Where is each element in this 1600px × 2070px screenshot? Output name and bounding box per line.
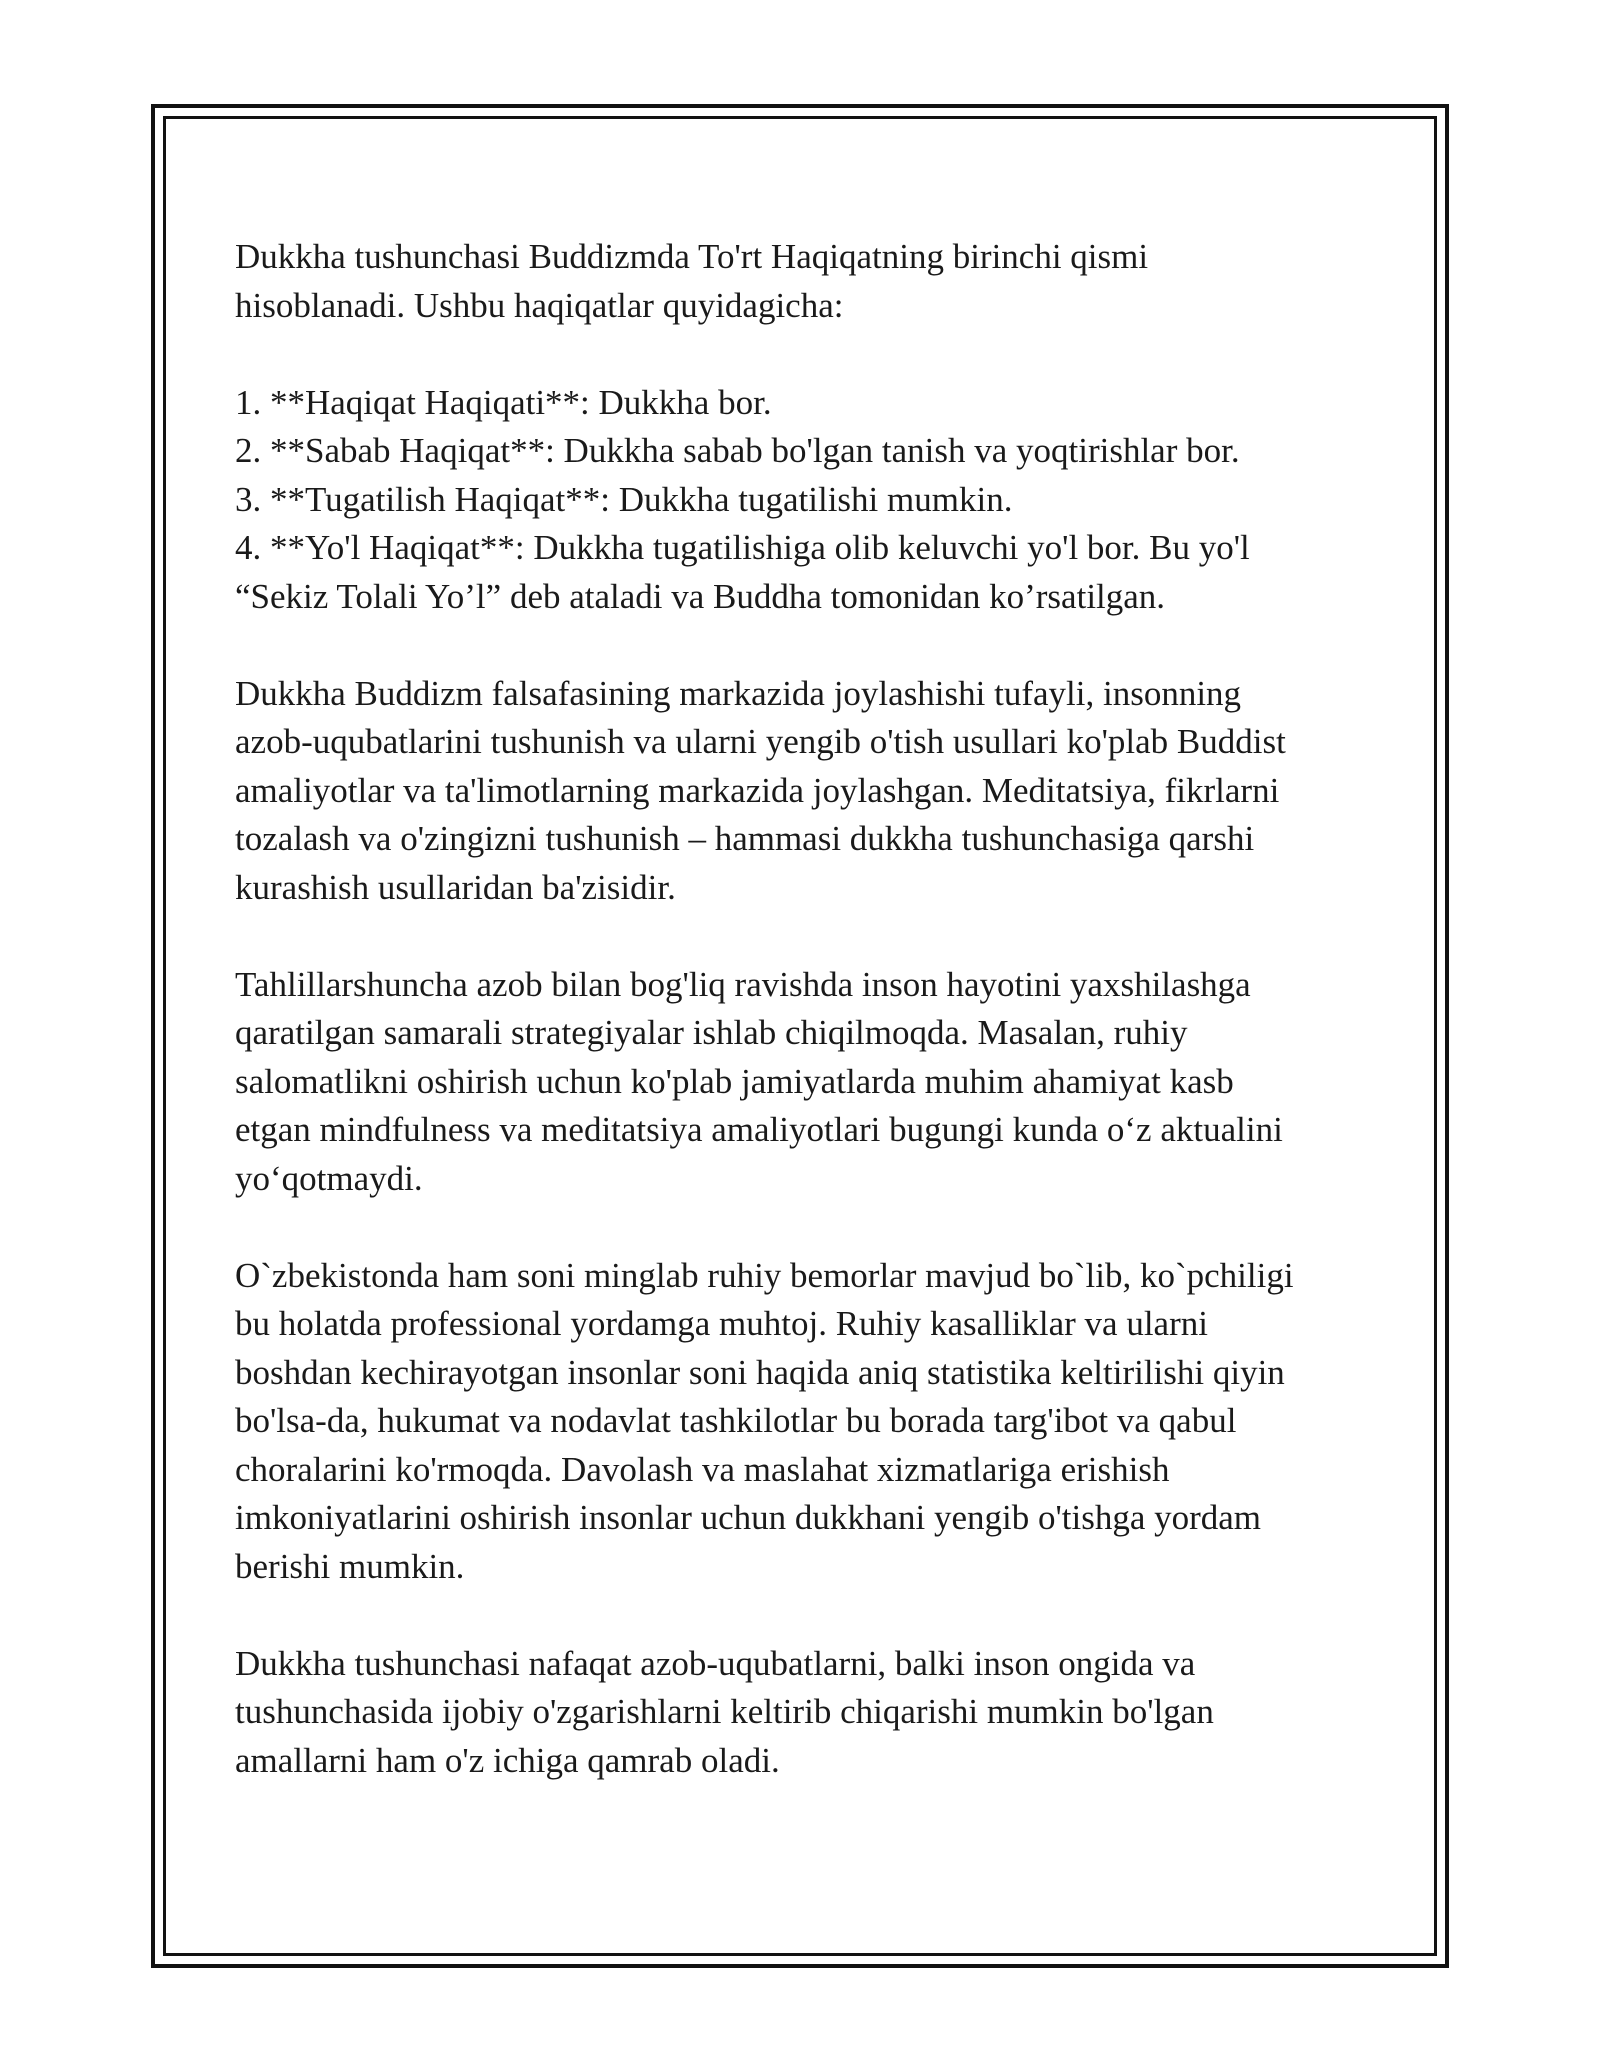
text-line: O`zbekistonda ham soni minglab ruhiy bemorlar mavjud bo`lib, ko`pchiligi [235, 1255, 1294, 1295]
text-line: azob-uqubatlarini tushunish va ularni yengib o'tish usullari ko'plab Buddist [235, 722, 1286, 761]
text-line: tozalash va o'zingizni tushunish – hammasi dukkha tushunchasiga qarshi [235, 819, 1255, 858]
text-line: hisoblanadi. Ushbu haqiqatlar quyidagicha: [235, 285, 844, 325]
text-line: Dukkha Buddizm falsafasining markazida joylashishi tufayli, insonning [235, 673, 1242, 713]
paragraph-3 [235, 961, 1355, 1204]
text-line: 4. **Yo'l Haqiqat**: Dukkha tugatilishiga olib keluvchi yo'l bor. Bu yo'l [235, 528, 1250, 567]
text-line: tushunchasida ijobiy o'zgarishlarni keltirib chiqarishi mumkin bo'lgan [235, 1692, 1214, 1731]
list-item-4 [235, 524, 1355, 621]
list-item-3 [235, 476, 1355, 525]
paragraph-5 [235, 1640, 1355, 1786]
four-truths-list [235, 379, 1355, 622]
text-line: qaratilgan samarali strategiyalar ishlab chiqilmoqda. Masalan, ruhiy [235, 1013, 1188, 1052]
text-line: 3. **Tugatilish Haqiqat**: Dukkha tugatilishi mumkin. [235, 479, 1013, 519]
intro-paragraph [235, 233, 1355, 330]
paragraph-2 [235, 670, 1355, 913]
text-line: kurashish usullaridan ba'zisidir. [235, 867, 676, 907]
text-line: amaliyotlar va ta'limotlarning markazida joylashgan. Meditatsiya, fikrlarni [235, 770, 1280, 810]
text-line: “Sekiz Tolali Yo’l” deb ataladi va Buddha tomonidan ko’rsatilgan. [235, 576, 1166, 616]
text-line: Dukkha tushunchasi nafaqat azob-uqubatlarni, balki inson ongida va [235, 1643, 1196, 1683]
text-line: yo‘qotmaydi. [235, 1158, 423, 1198]
text-line: bo'lsa-da, hukumat va nodavlat tashkilotlar bu borada targ'ibot va qabul [235, 1401, 1237, 1440]
text-line: salomatlikni oshirish uchun ko'plab jamiyatlarda muhim ahamiyat kasb [235, 1061, 1234, 1101]
text-line: 2. **Sabab Haqiqat**: Dukkha sabab bo'lgan tanish va yoqtirishlar bor. [235, 431, 1240, 470]
paragraph-4 [235, 1252, 1355, 1592]
list-item-1 [235, 379, 1355, 428]
text-line: bu holatda professional yordamga muhtoj. Ruhiy kasalliklar va ularni [235, 1304, 1208, 1343]
list-item-2 [235, 427, 1355, 476]
document-body [235, 233, 1355, 1834]
text-line: amallarni ham o'z ichiga qamrab oladi. [235, 1740, 780, 1780]
text-line: berishi mumkin. [235, 1546, 465, 1586]
text-line: boshdan kechirayotgan insonlar soni haqida aniq statistika keltirilishi qiyin [235, 1352, 1285, 1392]
text-line: choralarini ko'rmoqda. Davolash va maslahat xizmatlariga erishish [235, 1449, 1170, 1489]
text-line: imkoniyatlarini oshirish insonlar uchun dukkhani yengib o'tishga yordam [235, 1498, 1262, 1537]
text-line: 1. **Haqiqat Haqiqati**: Dukkha bor. [235, 382, 772, 422]
text-line: etgan mindfulness va meditatsiya amaliyotlari bugungi kunda o‘z aktualini [235, 1110, 1283, 1149]
text-line: Dukkha tushunchasi Buddizmda To'rt Haqiqatning birinchi qismi [235, 237, 1149, 276]
text-line: Tahlillarshuncha azob bilan bog'liq ravishda inson hayotini yaxshilashga [235, 964, 1251, 1004]
